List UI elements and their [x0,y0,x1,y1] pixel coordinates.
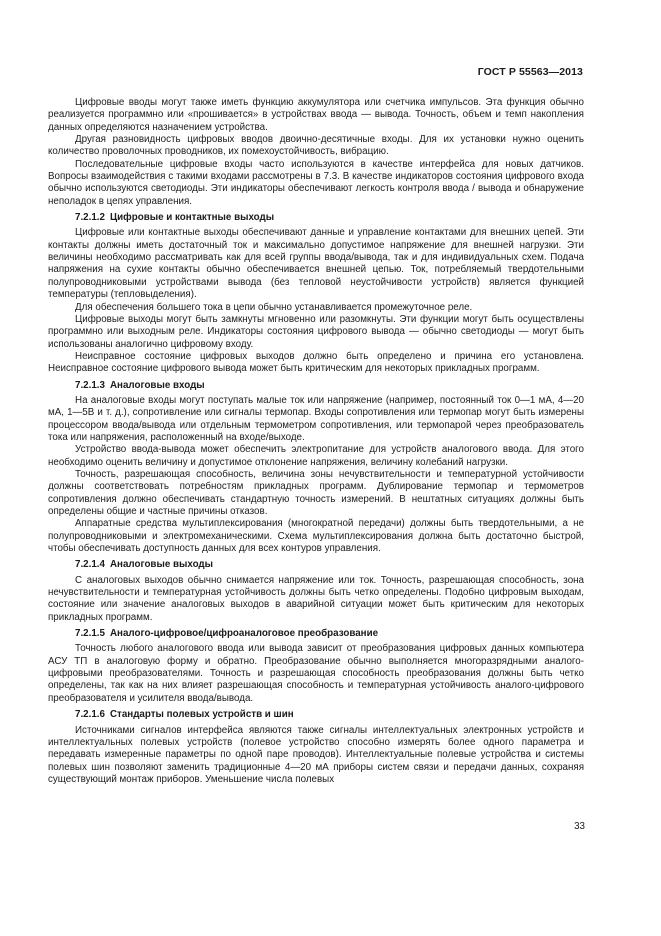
paragraph: Устройство ввода-вывода может обеспечить электропитание для устройств аналогового ввода. Для этого необходимо оценить величину и допустимое отклонение напряжения, величину колебаний нагрузки. [48,444,584,468]
paragraph: Аппаратные средства мультиплексирования (многократной передачи) должны быть твердотельными, а не полупроводниковыми и электромеханическими. Схема мультиплексирования должна быть достаточно быстрой, чтобы обеспечивать доступность данных для всех контуров управления. [48,518,584,555]
section-title: Аналого-цифровое/цифроаналоговое преобразование [109,628,379,640]
section-title: Аналоговые входы [109,379,205,391]
section-heading [48,380,584,392]
section-title: Аналоговые выходы [109,559,214,571]
section-title: Стандарты полевых устройств и шин [109,709,294,721]
section-number: 7.2.1.4 [75,559,105,571]
section-heading [48,628,584,640]
section-number: 7.2.1.2 [75,212,105,224]
section-heading [48,212,584,224]
paragraph: На аналоговые входы могут поступать малые ток или напряжение (например, постоянный ток 0—1 мА, 4—20 мА, 1—5В и т. д.), сопротивление или сигналы термопар. Входы сопротивления или термопар могут быть измерены процессором ввода/вывода или отдельным термометром сопротивления, или термопарой через преобразователь тока или напряжения, расположенный на входе/выходе. [48,394,584,443]
section-title: Цифровые и контактные выходы [109,212,275,224]
section-heading [48,559,584,571]
paragraph: Точность любого аналогового ввода или вывода зависит от преобразования цифровых данных компьютера АСУ ТП в аналоговую форму и обратно. Преобразование обычно выполняется многоразрядными аналого-цифровыми преобразователями. Точность и разрешающая способность преобразования должны быть четко определены, так как на них влияет разрешающая способность и температурная устойчивость аналого-цифрового преобразователя и усилителя ввода/вывода. [48,643,584,704]
paragraph: Последовательные цифровые входы часто используются в качестве интерфейса для новых датчиков. Вопросы взаимодействия с такими входами рассмотрены в 7.3. В качестве индикаторов состояния цифрового входа обычно используются светодиоды. Эти индикаторы обеспечивают легкость контроля ввода / вывода и обнаружение неполадок в цепях управления. [48,158,584,207]
standard-header: ГОСТ Р 55563—2013 [477,66,583,78]
paragraph: Цифровые вводы могут также иметь функцию аккумулятора или счетчика импульсов. Эта функция обычно реализуется программно или «прошивается» в устройствах ввода — вывода. Точность, объем и темп накопления данных определяются назначением устройства. [48,97,584,133]
paragraph: Цифровые выходы могут быть замкнуты мгновенно или разомкнуты. Эти функции могут быть осуществлены программно или выходным реле. Индикаторы состояния цифрового вывода — обычно светодиоды — могут быть использованы аналогично цифровому входу. [48,313,584,350]
section-number: 7.2.1.3 [75,379,105,391]
page-number: 33 [574,821,585,832]
paragraph: Другая разновидность цифровых вводов двоично-десятичные входы. Для их установки нужно оценить количество проволочных проводников, их помехоустойчивость, вибрацию. [48,134,584,158]
paragraph: Цифровые или контактные выходы обеспечивают данные и управление контактами для внешних цепей. Эти контакты должны иметь достаточный ток и максимально допустимое напряжение для внешней нагрузки. Эти величины необходимо рассматривать как для всей группы ввода/вывода, так и для индивидуальных схем. Подача напряжения на сухие контакты обычно обеспечивается внешней цепью. Ток, потребляемый твердотельными полупроводниковыми устройствами вывода (без тепловой неустойчивости устройств) является функцией температуры (тепловыделения). [48,227,584,301]
document-body [48,97,584,786]
paragraph: С аналоговых выходов обычно снимается напряжение или ток. Точность, разрешающая способность, зона нечувствительности и температурная устойчивость должны быть четко определены. Подобно цифровым выходам, состояние или значение аналоговых выходов в аварийной ситуации может быть критическим для некоторых прикладных программ. [48,574,584,623]
paragraph: Неисправное состояние цифровых выходов должно быть определено и причина его установлена. Неисправное состояние цифрового вывода может быть критическим для некоторых прикладных программ. [48,350,584,375]
paragraph: Источниками сигналов интерфейса являются также сигналы интеллектуальных электронных устройств и интеллектуальных полевых устройств (полевое устройство способно измерять более одного параметра и передавать измеренные параметры по одной паре проводов). Интеллектуальные полевые устройства и системы полевых шин позволяют заменить традиционные 4—20 мА приборы систем связи и передачи данных, сохраняя существующий монтаж приборов. Уменьшение числа полевых [48,724,584,785]
section-heading [48,709,584,721]
section-number: 7.2.1.6 [75,709,105,721]
paragraph: Точность, разрешающая способность, величина зоны нечувствительности и температурной устойчивости должны соответствовать потребностям прикладных программ. Дублирование термопар и термометров сопротивления должно обеспечивать стандартную точность измерений. В нештатных ситуациях должны быть определены общие и частные причины отказов. [48,468,584,517]
section-number: 7.2.1.5 [75,628,105,640]
paragraph: Для обеспечения большего тока в цепи обычно устанавливается промежуточное реле. [75,301,473,313]
